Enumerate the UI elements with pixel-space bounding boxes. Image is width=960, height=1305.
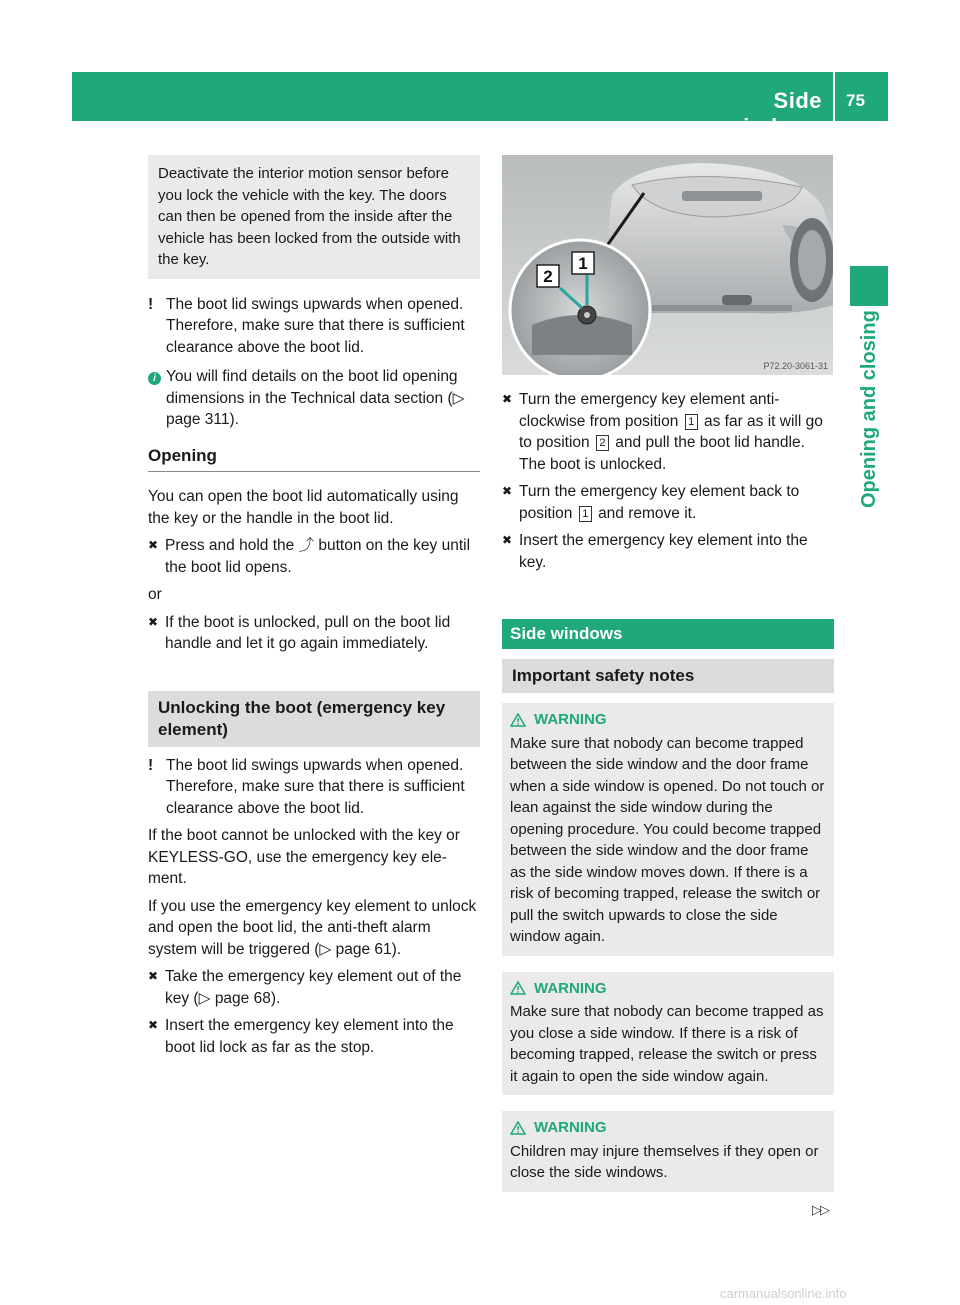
step-result: The boot is unlocked. bbox=[519, 455, 667, 473]
continue-arrows-icon: ▷▷ bbox=[812, 1202, 828, 1217]
info-icon-wrap bbox=[148, 366, 166, 431]
warning-box bbox=[502, 703, 834, 956]
warning-text: Make sure that nobody can become trapped as you close a side window. If there is a risk of becoming trapped, release the switch or press it again to open the side window again. bbox=[510, 1003, 824, 1085]
paragraph: If the boot cannot be unlocked with the key or KEYLESS-GO, use the emergency key element. bbox=[148, 827, 460, 887]
exclamation-icon: ! bbox=[148, 756, 154, 774]
caution-note bbox=[148, 294, 480, 359]
warning-triangle-icon bbox=[510, 1121, 526, 1135]
emergency-heading: Unlocking the boot (emergency key element) bbox=[148, 691, 480, 747]
paragraph: If you use the emergency key element to unlock and open the boot lid, the anti-theft alarm system will be triggered (▷ page 61). bbox=[148, 897, 477, 958]
safety-heading: Important safety notes bbox=[502, 659, 834, 693]
warning-label: WARNING bbox=[534, 979, 607, 997]
step-marker-icon: ✖ bbox=[502, 392, 513, 406]
photo-code: P72.20-3061-31 bbox=[763, 361, 828, 371]
step-text: Insert the emergency key element into the key. bbox=[519, 532, 808, 571]
step-text-part: as far as it will go to position bbox=[519, 412, 823, 451]
header-divider bbox=[833, 72, 835, 121]
warning-label: WARNING bbox=[534, 711, 607, 728]
page-title: Side windows bbox=[725, 88, 822, 139]
warning-text: Make sure that nobody can become trapped between the side window and the door frame when a side window is opened. Do not touch or lean against the side window during the opening procedure. You could become trapped between the side window and the door frame as the side window moves down. If there is a risk of becoming trapped, release the switch or pull the switch upwards to close the side window again. bbox=[510, 734, 825, 945]
position-1-icon: 1 bbox=[579, 506, 592, 522]
step-text: Take the emergency key element out of the key (▷ page 68). bbox=[165, 968, 462, 1007]
step-marker-icon: ✖ bbox=[148, 969, 159, 983]
caution-text: The boot lid swings upwards when opened. Therefore, make sure that there is sufficient clearance above the boot lid. bbox=[166, 295, 465, 356]
position-2-icon: 2 bbox=[596, 435, 609, 451]
step-text-part: and pull the boot lid handle. bbox=[615, 434, 805, 451]
callout-1: 1 bbox=[578, 254, 588, 273]
opening-intro: You can open the boot lid automatically using the key or the handle in the boot lid. bbox=[148, 488, 459, 527]
info-note bbox=[148, 366, 480, 431]
step-text: Press and hold the ⤴ button on the key until the boot lid opens. bbox=[165, 537, 471, 576]
or-text: or bbox=[148, 586, 162, 603]
step-text: If the boot is unlocked, pull on the boot lid handle and let it go again immediately. bbox=[165, 613, 451, 652]
warning-triangle-icon bbox=[510, 981, 526, 995]
car-rear-illustration bbox=[502, 155, 833, 375]
step-text-part: Turn the emergency key element anti-clockwise from position bbox=[519, 391, 780, 430]
step-marker-icon: ✖ bbox=[148, 538, 159, 552]
warning-box bbox=[502, 972, 834, 1096]
warning-triangle-icon bbox=[510, 713, 526, 727]
step-marker-icon: ✖ bbox=[148, 1018, 159, 1032]
step-text: Insert the emergency key element into the boot lid lock as far as the stop. bbox=[165, 1017, 454, 1056]
caution-text: The boot lid swings upwards when opened. Therefore, make sure that there is sufficient clearance above the boot lid. bbox=[166, 756, 465, 817]
chapter-label: Opening and closing bbox=[858, 310, 880, 508]
exclamation-icon: ! bbox=[148, 295, 154, 313]
side-windows-heading: Side windows bbox=[502, 619, 834, 649]
warning-header bbox=[510, 978, 826, 1000]
left-column bbox=[148, 155, 480, 1058]
step-text bbox=[519, 389, 834, 475]
warning-header bbox=[510, 709, 826, 731]
step-item bbox=[502, 481, 834, 524]
step-item bbox=[148, 1015, 480, 1058]
watermark: carmanualsonline.info bbox=[720, 1286, 847, 1301]
right-column bbox=[502, 389, 834, 1192]
info-text: You will find details on the boot lid opening dimensions in the Technical data section (▷ page 311). bbox=[166, 368, 465, 428]
callout-2: 2 bbox=[543, 267, 553, 286]
position-1-icon: 1 bbox=[685, 414, 698, 430]
opening-heading: Opening bbox=[148, 445, 480, 473]
note-box bbox=[148, 155, 480, 279]
step-item bbox=[148, 612, 480, 655]
step-marker-icon: ✖ bbox=[502, 533, 513, 547]
step-item bbox=[148, 535, 480, 578]
step-text-part: Turn the emergency key element back to position bbox=[519, 483, 800, 522]
warning-header bbox=[510, 1117, 826, 1139]
chapter-tab bbox=[850, 266, 888, 306]
warning-label: WARNING bbox=[534, 1119, 607, 1136]
note-text: Deactivate the interior motion sensor before you lock the vehicle with the key. The doors can then be opened from the inside after the vehicle has been locked from the outside with the key. bbox=[158, 165, 461, 268]
step-marker-icon: ✖ bbox=[148, 614, 159, 629]
info-icon: i bbox=[148, 372, 161, 385]
step-text bbox=[519, 481, 834, 524]
warning-text: Children may injure themselves if they open or close the side windows. bbox=[510, 1142, 819, 1181]
warning-box bbox=[502, 1111, 834, 1192]
page-number: 75 bbox=[846, 91, 865, 110]
boot-lid-photo bbox=[502, 155, 833, 375]
step-item bbox=[502, 389, 834, 475]
step-item bbox=[148, 966, 480, 1009]
step-text-part: and remove it. bbox=[598, 504, 697, 522]
step-item bbox=[502, 530, 834, 573]
caution-note bbox=[148, 755, 480, 820]
step-marker-icon: ✖ bbox=[502, 484, 513, 498]
